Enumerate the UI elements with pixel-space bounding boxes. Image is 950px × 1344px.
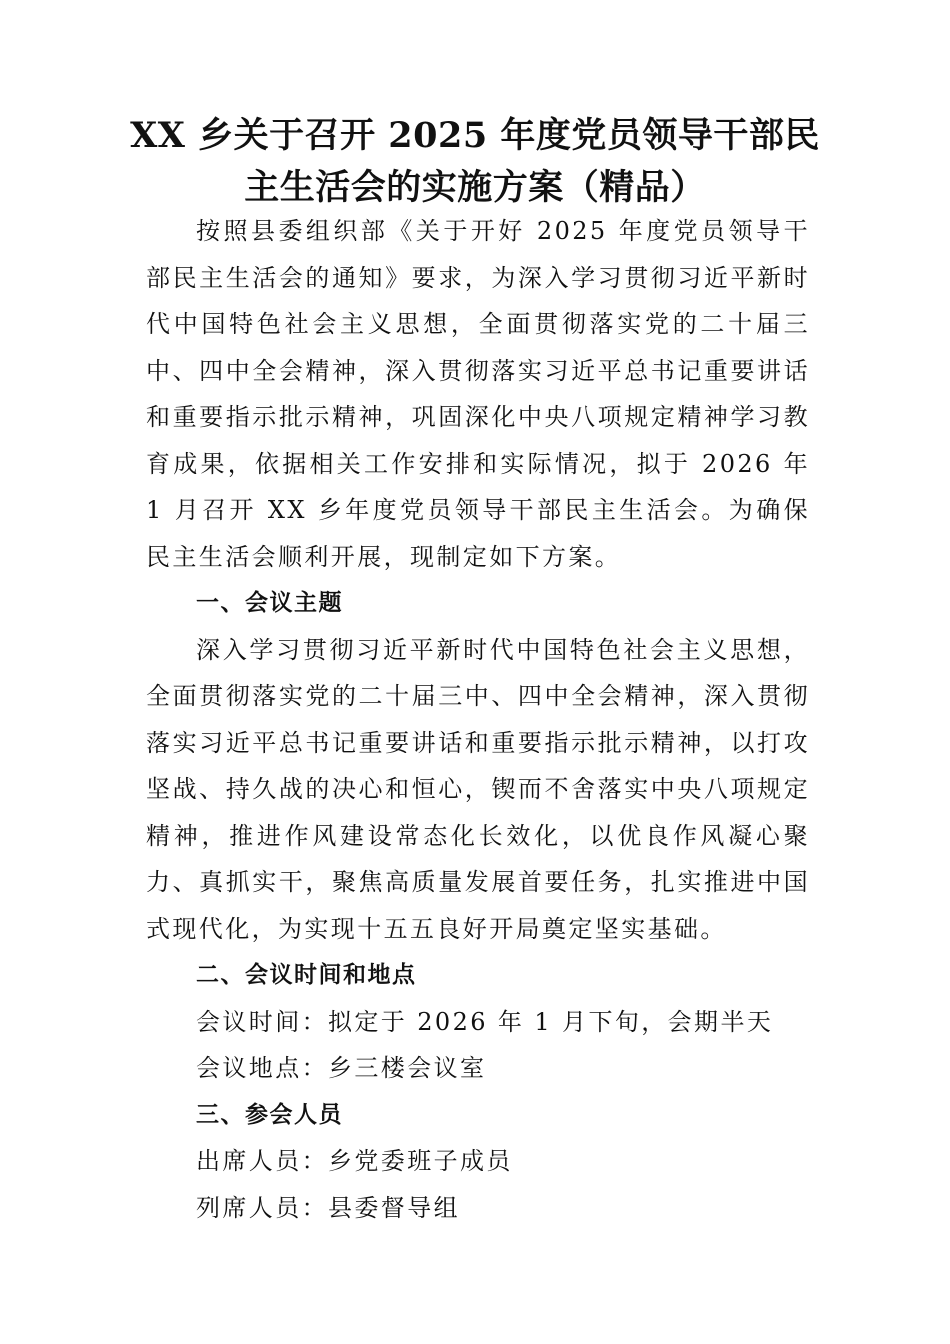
theme-paragraph: 深入学习贯彻习近平新时代中国特色社会主义思想，全面贯彻落实党的二十届三中、四中全会精神，深入贯彻落实习近平总书记重要讲话和重要指示批示精神，以打攻坚战、持久战的决心和恒心，锲而不舍落实中央八项规定精神，推进作风建设常态化长效化，以优良作风凝心聚力、真抓实干，聚焦高质量发展首要任务，扎实推进中国式现代化，为实现十五五良好开局奠定坚实基础。	[146, 635, 810, 943]
section-heading-theme: 一、会议主题	[196, 590, 343, 616]
meeting-place: 会议地点：乡三楼会议室	[196, 1054, 487, 1082]
intro-paragraph: 按照县委组织部《关于开好 2025 年度党员领导干部民主生活会的通知》要求，为深入学习贯彻习近平新时代中国特色社会主义思想，全面贯彻落实党的二十届三中、四中全会精神，深入贯彻落实习近平总书记重要讲话和重要指示批示精神，巩固深化中央八项规定精神学习教育成果，依据相关工作安排和实际情况，拟于 2026 年 1 月召开 XX 乡年度党员领导干部民主生活会。为确保民主生活会顺利开展，现制定如下方案。	[146, 217, 810, 571]
meeting-time: 会议时间：拟定于 2026 年 1 月下旬，会期半天	[196, 1007, 774, 1036]
title-line-1: XX 乡关于召开 2025 年度党员领导干部民	[130, 115, 820, 156]
document-body	[146, 208, 810, 1231]
section-heading-attendees: 三、参会人员	[196, 1101, 343, 1128]
observers-line: 列席人员：县委督导组	[196, 1193, 460, 1222]
section-heading-time-place: 二、会议时间和地点	[196, 962, 417, 988]
document-title	[120, 110, 830, 214]
attendees-line: 出席人员：乡党委班子成员	[196, 1147, 513, 1175]
title-line-2: 主生活会的实施方案（精品）	[244, 167, 706, 208]
